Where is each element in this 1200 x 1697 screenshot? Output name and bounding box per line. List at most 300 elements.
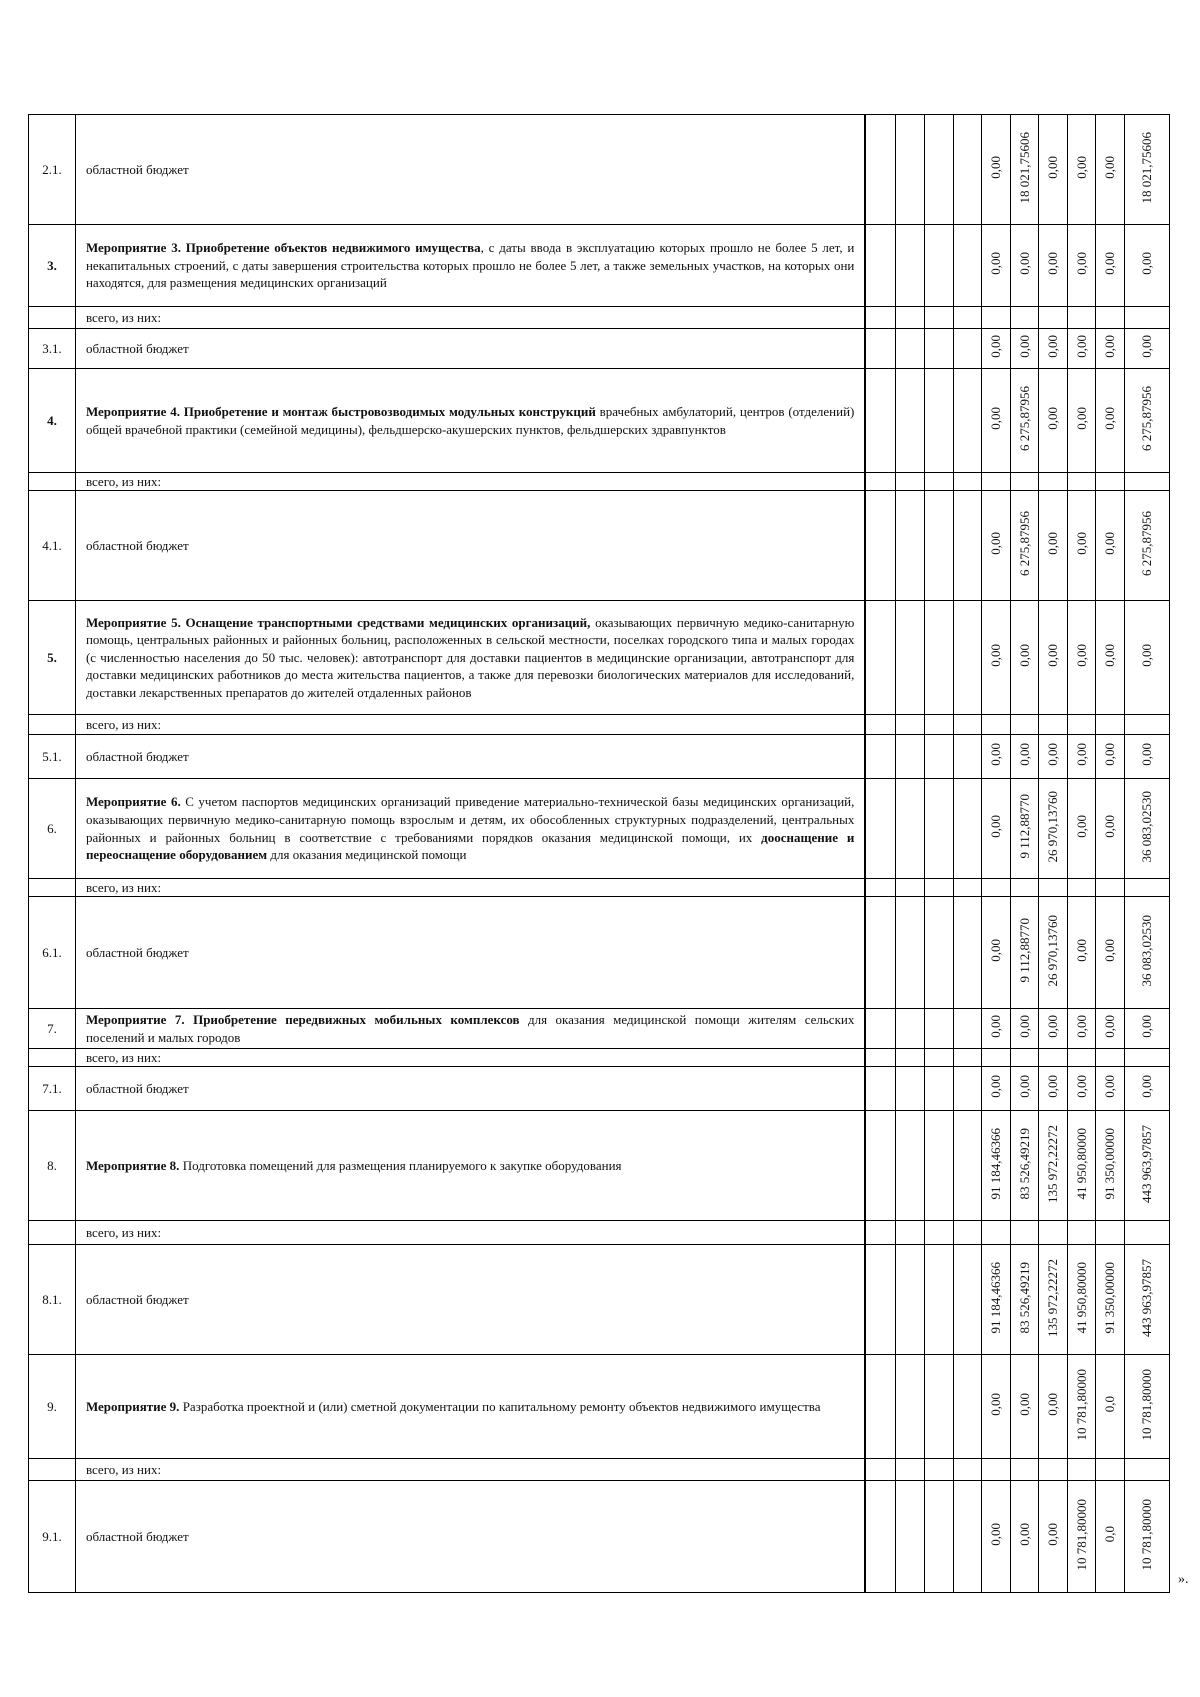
empty-cell — [1096, 1459, 1125, 1481]
empty-cell — [865, 1111, 896, 1221]
empty-cell — [953, 1009, 982, 1049]
empty-cell — [865, 1221, 896, 1245]
event-title — [75, 1111, 865, 1221]
value-text: 0,00 — [1138, 1075, 1154, 1098]
value-text: 135 972,22272 — [1045, 1258, 1061, 1337]
value-cell — [1010, 1067, 1039, 1111]
empty-cell — [953, 715, 982, 735]
value-text: 0,00 — [987, 532, 1003, 555]
value-text: 0,00 — [987, 1393, 1003, 1416]
row-number — [29, 473, 76, 491]
empty-cell — [896, 1355, 925, 1459]
value-cell — [1096, 779, 1125, 879]
value-text: 26 970,13760 — [1045, 790, 1061, 863]
empty-cell — [896, 1221, 925, 1245]
value-text: 135 972,22272 — [1045, 1124, 1061, 1203]
empty-cell — [953, 735, 982, 779]
row-number: 6.1. — [29, 897, 76, 1009]
value-text: 0,00 — [1102, 1075, 1118, 1098]
value-cell — [1039, 897, 1068, 1009]
value-cell — [1010, 1245, 1039, 1355]
value-cell — [1039, 601, 1068, 715]
value-text: 41 950,80000 — [1073, 1127, 1089, 1200]
empty-cell — [925, 1221, 954, 1245]
empty-cell — [865, 225, 896, 307]
value-cell — [1067, 1111, 1096, 1221]
value-text: 0,00 — [1138, 1015, 1154, 1038]
empty-cell — [1124, 879, 1169, 897]
empty-cell — [865, 1067, 896, 1111]
value-text: 0,00 — [1073, 407, 1089, 430]
value-text: 0,00 — [1045, 743, 1061, 766]
empty-cell — [1010, 307, 1039, 329]
empty-cell — [953, 473, 982, 491]
value-cell — [982, 329, 1011, 369]
empty-cell — [1096, 1049, 1125, 1067]
value-text: 0,00 — [1016, 644, 1032, 667]
empty-cell — [1067, 1049, 1096, 1067]
empty-cell — [896, 473, 925, 491]
budget-source-row — [29, 1067, 1170, 1111]
value-text: 0,00 — [1138, 644, 1154, 667]
row-number — [29, 715, 76, 735]
empty-cell — [865, 1459, 896, 1481]
value-text: 0,00 — [987, 815, 1003, 838]
empty-cell — [953, 307, 982, 329]
empty-cell — [896, 369, 925, 473]
empty-cell — [953, 1245, 982, 1355]
value-text: 0,00 — [1016, 1075, 1032, 1098]
empty-cell — [896, 1111, 925, 1221]
event-title-text: Разработка проектной и (или) сметной документации по капитальному ремонту объектов недвижимого имущества — [179, 1398, 821, 1414]
budget-source-row — [29, 735, 1170, 779]
closing-quote-mark: ». — [1178, 1572, 1189, 1587]
value-text: 91 184,46366 — [987, 1127, 1003, 1200]
value-text: 0,00 — [1138, 335, 1154, 358]
value-text: 10 781,80000 — [1138, 1498, 1154, 1571]
empty-cell — [1010, 879, 1039, 897]
value-text: 443 963,97857 — [1138, 1124, 1154, 1203]
value-cell — [1124, 491, 1169, 601]
empty-cell — [925, 1459, 954, 1481]
total-label: всего, из них: — [75, 1221, 865, 1245]
value-cell — [1010, 897, 1039, 1009]
empty-cell — [1010, 1459, 1039, 1481]
value-cell — [1124, 115, 1169, 225]
budget-source-row — [29, 897, 1170, 1009]
value-cell — [1010, 1111, 1039, 1221]
value-cell — [1067, 491, 1096, 601]
value-cell — [1039, 1111, 1068, 1221]
value-cell — [1010, 779, 1039, 879]
value-text: 0,00 — [1102, 252, 1118, 275]
value-cell — [982, 491, 1011, 601]
event-title-text: Подготовка помещений для размещения планируемого к закупке оборудования — [179, 1157, 622, 1173]
value-cell — [1067, 779, 1096, 879]
empty-cell — [1067, 307, 1096, 329]
empty-cell — [865, 715, 896, 735]
value-text: 0,00 — [1045, 1015, 1061, 1038]
empty-cell — [1124, 473, 1169, 491]
empty-cell — [925, 1067, 954, 1111]
value-text: 18 021,75606 — [1016, 131, 1032, 204]
row-number — [29, 1459, 76, 1481]
event-row — [29, 369, 1170, 473]
value-text: 0,00 — [1016, 1523, 1032, 1546]
empty-cell — [896, 879, 925, 897]
value-cell — [1124, 601, 1169, 715]
empty-cell — [1067, 1221, 1096, 1245]
event-title-text: для оказания медицинской помощи жителям сельских поселений и малых городов — [85, 1012, 855, 1045]
value-cell — [1096, 1355, 1125, 1459]
value-cell — [1124, 1245, 1169, 1355]
value-cell — [1096, 735, 1125, 779]
value-text: 36 083,02530 — [1138, 914, 1154, 987]
value-text: 0,00 — [1045, 1075, 1061, 1098]
empty-cell — [925, 779, 954, 879]
value-text: 0,00 — [987, 156, 1003, 179]
event-title — [75, 369, 865, 473]
budget-source-row — [29, 1481, 1170, 1593]
value-cell — [1124, 1009, 1169, 1049]
empty-cell — [1096, 1221, 1125, 1245]
event-title — [75, 225, 865, 307]
budget-source-label: областной бюджет — [75, 115, 865, 225]
empty-cell — [865, 1009, 896, 1049]
value-text: 0,00 — [1102, 532, 1118, 555]
empty-cell — [953, 1221, 982, 1245]
event-title-text: , с даты ввода в эксплуатацию которых прошло не более 5 лет, и некапитальных строений, с даты завершения строительства которых прошло не более 5 лет, а также земельных участков, на которых они находятся, для размещения медицинских организаций — [85, 240, 855, 291]
value-cell — [1010, 1355, 1039, 1459]
row-number — [29, 1049, 76, 1067]
value-text: 0,00 — [1102, 644, 1118, 667]
row-number — [29, 1221, 76, 1245]
event-row — [29, 779, 1170, 879]
empty-cell — [896, 307, 925, 329]
total-label: всего, из них: — [75, 1459, 865, 1481]
empty-cell — [1124, 1049, 1169, 1067]
row-number — [29, 879, 76, 897]
empty-cell — [925, 329, 954, 369]
value-cell — [982, 1245, 1011, 1355]
empty-cell — [896, 779, 925, 879]
value-cell — [1067, 601, 1096, 715]
value-text: 0,00 — [1073, 1075, 1089, 1098]
total-row — [29, 1459, 1170, 1481]
value-cell — [1096, 369, 1125, 473]
value-cell — [1010, 115, 1039, 225]
value-text: 0,00 — [1045, 252, 1061, 275]
value-text: 9 112,88770 — [1016, 794, 1032, 859]
value-text: 0,00 — [1102, 815, 1118, 838]
empty-cell — [896, 115, 925, 225]
empty-cell — [982, 1049, 1011, 1067]
value-text: 0,00 — [987, 1523, 1003, 1546]
value-cell — [982, 115, 1011, 225]
value-text: 0,00 — [987, 939, 1003, 962]
event-title-bold: Мероприятие 9. — [85, 1398, 180, 1414]
empty-cell — [896, 1067, 925, 1111]
value-text: 443 963,97857 — [1138, 1258, 1154, 1337]
empty-cell — [953, 1355, 982, 1459]
empty-cell — [865, 601, 896, 715]
budget-source-label: областной бюджет — [75, 1481, 865, 1593]
value-text: 0,00 — [987, 1015, 1003, 1038]
empty-cell — [953, 1111, 982, 1221]
empty-cell — [925, 369, 954, 473]
value-cell — [1124, 329, 1169, 369]
event-title-text: для оказания медицинской помощи — [267, 847, 467, 863]
value-text: 0,0 — [1102, 1396, 1118, 1413]
row-number: 6. — [29, 779, 76, 879]
total-label: всего, из них: — [75, 715, 865, 735]
empty-cell — [1124, 715, 1169, 735]
event-title-bold: дооснащение и переоснащение оборудованием — [85, 829, 855, 863]
empty-cell — [865, 491, 896, 601]
event-row — [29, 225, 1170, 307]
value-cell — [1067, 225, 1096, 307]
empty-cell — [865, 329, 896, 369]
event-title — [75, 601, 865, 715]
value-cell — [1067, 897, 1096, 1009]
value-text: 91 350,00000 — [1102, 1127, 1118, 1200]
empty-cell — [1096, 473, 1125, 491]
empty-cell — [953, 1459, 982, 1481]
value-cell — [1039, 329, 1068, 369]
row-number: 7. — [29, 1009, 76, 1049]
event-row — [29, 1009, 1170, 1049]
value-text: 83 526,49219 — [1016, 1261, 1032, 1334]
empty-cell — [953, 879, 982, 897]
value-cell — [1039, 225, 1068, 307]
total-label: всего, из них: — [75, 473, 865, 491]
value-cell — [982, 601, 1011, 715]
row-number — [29, 307, 76, 329]
budget-source-label: областной бюджет — [75, 491, 865, 601]
value-cell — [1010, 735, 1039, 779]
value-text: 0,00 — [987, 335, 1003, 358]
empty-cell — [1039, 1049, 1068, 1067]
value-cell — [1124, 1355, 1169, 1459]
value-text: 91 184,46366 — [987, 1261, 1003, 1334]
value-cell — [982, 369, 1011, 473]
value-cell — [982, 1481, 1011, 1593]
empty-cell — [925, 1049, 954, 1067]
empty-cell — [1124, 307, 1169, 329]
value-cell — [1096, 601, 1125, 715]
empty-cell — [953, 601, 982, 715]
value-text: 18 021,75606 — [1138, 131, 1154, 204]
value-cell — [1124, 897, 1169, 1009]
empty-cell — [1096, 879, 1125, 897]
empty-cell — [1010, 715, 1039, 735]
value-text: 0,00 — [1102, 939, 1118, 962]
row-number: 9. — [29, 1355, 76, 1459]
empty-cell — [925, 1355, 954, 1459]
empty-cell — [1039, 879, 1068, 897]
empty-cell — [896, 1481, 925, 1593]
value-cell — [1067, 1481, 1096, 1593]
value-text: 10 781,80000 — [1073, 1368, 1089, 1441]
empty-cell — [896, 1009, 925, 1049]
value-cell — [1096, 1111, 1125, 1221]
empty-cell — [982, 473, 1011, 491]
empty-cell — [1067, 473, 1096, 491]
value-cell — [1067, 369, 1096, 473]
value-cell — [1067, 1067, 1096, 1111]
empty-cell — [953, 329, 982, 369]
event-title-text: оказывающих первичную медико-санитарную помощь, центральных районных и районных больниц, расположенных в сельской местности, поселках городского типа и малых городах (с численностью населения до 50 тыс. человек): автотранспорт для доставки пациентов в медицинские организации, автотранспорт для доставки медицинских работников до места жительства пациентов, а также для перевозки биологических материалов для исследований, доставки лекарственных препаратов до жителей отдаленных районов — [85, 614, 855, 700]
value-text: 0,00 — [1073, 252, 1089, 275]
value-text: 0,00 — [987, 407, 1003, 430]
value-cell — [1124, 369, 1169, 473]
event-row — [29, 1355, 1170, 1459]
value-text: 0,00 — [1045, 1393, 1061, 1416]
value-cell — [1096, 115, 1125, 225]
event-title-bold: Мероприятие 6. — [85, 794, 181, 810]
empty-cell — [953, 491, 982, 601]
empty-cell — [865, 1481, 896, 1593]
empty-cell — [896, 1049, 925, 1067]
value-cell — [982, 897, 1011, 1009]
value-text: 36 083,02530 — [1138, 790, 1154, 863]
empty-cell — [1039, 307, 1068, 329]
event-title-text: врачебных амбулаторий, центров (отделений) общей врачебной практики (семейной медицины), фельдшерско-акушерских пунктов, фельдшерских здравпунктов — [85, 403, 855, 437]
empty-cell — [896, 735, 925, 779]
empty-cell — [865, 897, 896, 1009]
event-title — [75, 1355, 865, 1459]
total-row — [29, 879, 1170, 897]
empty-cell — [865, 1049, 896, 1067]
value-cell — [1067, 1355, 1096, 1459]
empty-cell — [982, 307, 1011, 329]
empty-cell — [925, 491, 954, 601]
value-text: 9 112,88770 — [1016, 918, 1032, 983]
empty-cell — [865, 1245, 896, 1355]
empty-cell — [925, 601, 954, 715]
value-text: 0,00 — [1016, 1393, 1032, 1416]
empty-cell — [865, 779, 896, 879]
value-text: 0,00 — [1045, 1523, 1061, 1546]
total-label: всего, из них: — [75, 307, 865, 329]
event-title — [75, 1009, 865, 1049]
empty-cell — [1124, 1221, 1169, 1245]
value-cell — [1039, 1481, 1068, 1593]
value-text: 0,00 — [1045, 335, 1061, 358]
event-title-bold: Мероприятие 3. Приобретение объектов недвижимого имущества — [85, 240, 481, 256]
empty-cell — [953, 115, 982, 225]
value-text: 0,00 — [1102, 407, 1118, 430]
event-title-text: С учетом паспортов медицинских организаций приведение материально-технической базы медицинских организаций, оказывающих первичную медико-санитарную помощь взрослым и детям, их обособленных структурных подразделений, центральных районных и районных больниц в соответствие с требованиями порядков оказания медицинской помощи, их — [85, 794, 855, 845]
value-cell — [1096, 329, 1125, 369]
value-cell — [1067, 1245, 1096, 1355]
budget-source-label: областной бюджет — [75, 897, 865, 1009]
value-cell — [1067, 1009, 1096, 1049]
empty-cell — [925, 1009, 954, 1049]
value-text: 0,00 — [1073, 532, 1089, 555]
value-text: 0,00 — [1045, 156, 1061, 179]
value-text: 0,00 — [1073, 743, 1089, 766]
value-text: 10 781,80000 — [1073, 1498, 1089, 1571]
empty-cell — [982, 715, 1011, 735]
value-cell — [1067, 735, 1096, 779]
row-number: 9.1. — [29, 1481, 76, 1593]
value-text: 6 275,87956 — [1016, 386, 1032, 451]
total-label: всего, из них: — [75, 1049, 865, 1067]
value-cell — [1010, 329, 1039, 369]
value-cell — [1124, 779, 1169, 879]
empty-cell — [982, 879, 1011, 897]
empty-cell — [1096, 715, 1125, 735]
value-text: 0,0 — [1102, 1526, 1118, 1543]
row-number: 2.1. — [29, 115, 76, 225]
event-title-bold: Мероприятие 8. — [85, 1157, 180, 1173]
value-cell — [1124, 225, 1169, 307]
empty-cell — [896, 601, 925, 715]
value-cell — [1124, 1067, 1169, 1111]
value-text: 10 781,80000 — [1138, 1368, 1154, 1441]
value-cell — [1096, 1245, 1125, 1355]
value-cell — [1096, 491, 1125, 601]
empty-cell — [925, 307, 954, 329]
value-cell — [1010, 601, 1039, 715]
empty-cell — [896, 329, 925, 369]
value-text: 0,00 — [1073, 156, 1089, 179]
value-text: 6 275,87956 — [1138, 386, 1154, 451]
empty-cell — [896, 1245, 925, 1355]
event-row — [29, 1111, 1170, 1221]
empty-cell — [865, 879, 896, 897]
value-cell — [1096, 1481, 1125, 1593]
value-cell — [982, 779, 1011, 879]
total-row — [29, 307, 1170, 329]
empty-cell — [896, 897, 925, 1009]
value-cell — [1039, 491, 1068, 601]
empty-cell — [865, 1355, 896, 1459]
value-cell — [1096, 225, 1125, 307]
value-cell — [1067, 115, 1096, 225]
total-label: всего, из них: — [75, 879, 865, 897]
value-text: 0,00 — [1138, 252, 1154, 275]
value-cell — [982, 735, 1011, 779]
value-cell — [1124, 735, 1169, 779]
value-cell — [1039, 735, 1068, 779]
total-row — [29, 715, 1170, 735]
budget-source-row — [29, 1245, 1170, 1355]
total-row — [29, 1221, 1170, 1245]
row-number: 5. — [29, 601, 76, 715]
value-cell — [1039, 1009, 1068, 1049]
empty-cell — [865, 369, 896, 473]
budget-source-label: областной бюджет — [75, 1245, 865, 1355]
empty-cell — [925, 1481, 954, 1593]
value-cell — [1010, 1009, 1039, 1049]
value-cell — [1010, 369, 1039, 473]
event-title-bold: Мероприятие 5. Оснащение транспортными средствами медицинских организаций, — [85, 614, 591, 630]
budget-source-row — [29, 491, 1170, 601]
event-row — [29, 601, 1170, 715]
value-text: 0,00 — [1045, 532, 1061, 555]
empty-cell — [896, 225, 925, 307]
value-text: 0,00 — [1016, 1015, 1032, 1038]
empty-cell — [1039, 715, 1068, 735]
value-text: 0,00 — [987, 644, 1003, 667]
budget-source-row — [29, 329, 1170, 369]
event-title — [75, 779, 865, 879]
value-cell — [1039, 1245, 1068, 1355]
value-cell — [982, 1067, 1011, 1111]
value-text: 0,00 — [1016, 743, 1032, 766]
